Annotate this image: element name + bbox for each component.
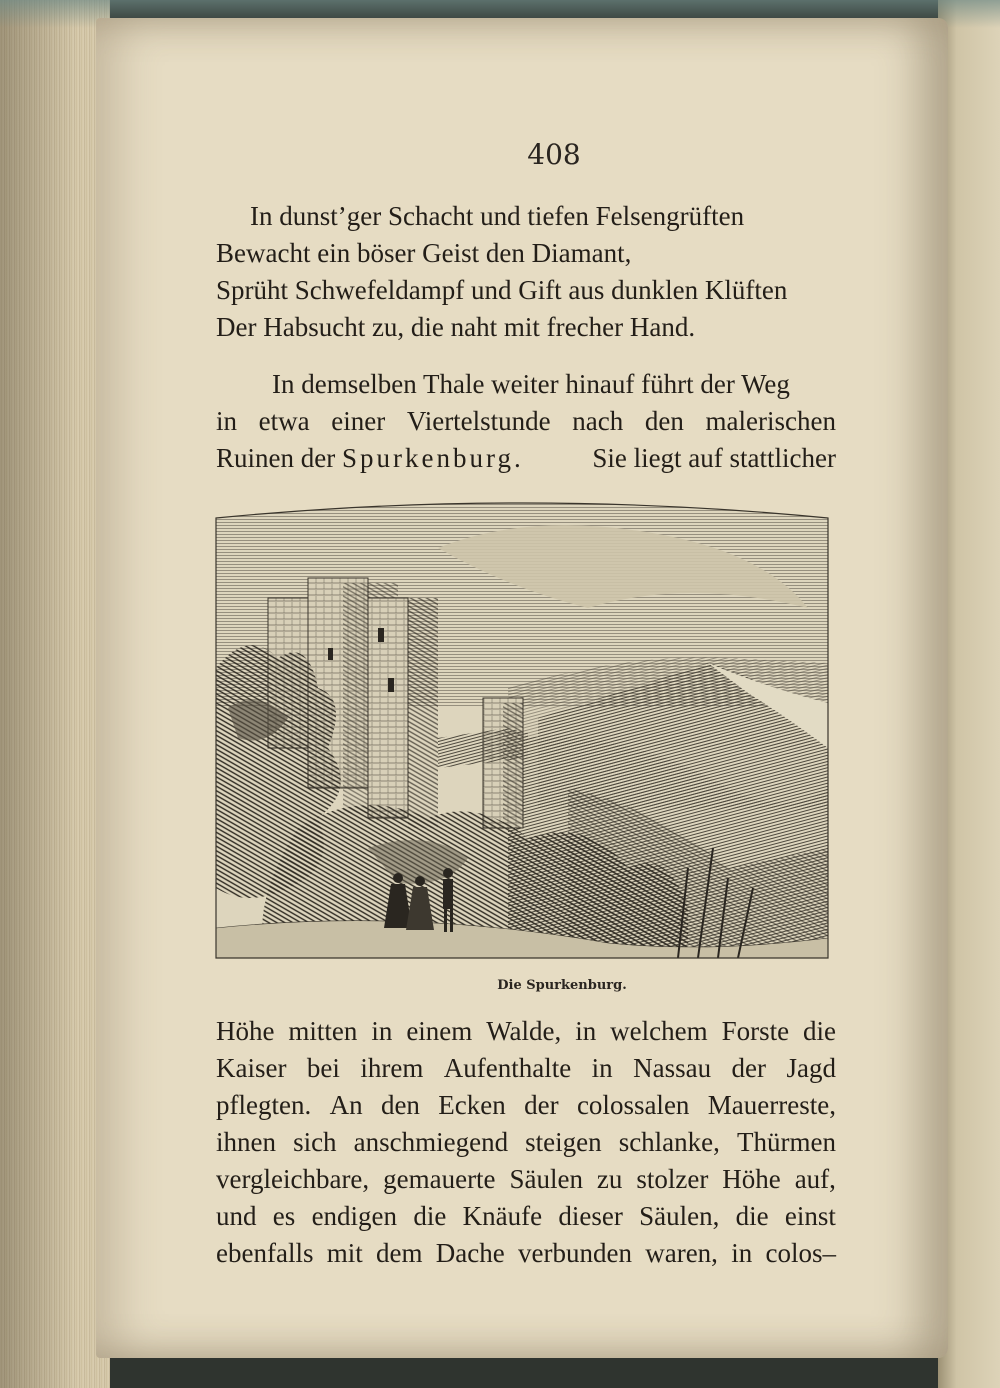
verse-line: In dunst’ger Schacht und tiefen Felsengrüften [250, 201, 745, 231]
text-segment: Ruinen der [216, 443, 342, 473]
word: auf, [794, 1164, 836, 1194]
word: in [371, 1016, 393, 1046]
word: ebenfalls [216, 1238, 314, 1268]
word: mitten [288, 1016, 358, 1046]
word: Jagd [786, 1053, 836, 1083]
word: schlanke, [618, 1127, 720, 1157]
word: Nassau [633, 1053, 712, 1083]
word: Dache [435, 1238, 505, 1268]
word: Aufenthalte [443, 1053, 572, 1083]
text-line [216, 1198, 836, 1235]
word: der [731, 1053, 767, 1083]
word: in [591, 1053, 613, 1083]
text-segment: Sie liegt auf stattlicher [592, 443, 836, 473]
word: die [413, 1201, 447, 1231]
verse-line: Bewacht ein böser Geist den Diamant, [216, 238, 632, 268]
word: sich [293, 1127, 337, 1157]
word: einst [784, 1201, 836, 1231]
engraving-illustration [208, 488, 836, 968]
word: Knäufe [462, 1201, 543, 1231]
word: nach [572, 406, 624, 436]
word: in [731, 1238, 753, 1268]
page-edges [0, 0, 110, 1388]
word: die [803, 1016, 836, 1046]
word: Mauerreste, [707, 1090, 836, 1120]
word: Thürmen [736, 1127, 836, 1157]
word: ihnen [216, 1127, 276, 1157]
word: mit [326, 1238, 363, 1268]
text-line [216, 1161, 836, 1198]
word: steigen [525, 1127, 602, 1157]
verse-line: Sprüht Schwefeldampf und Gift aus dunklen Klüften [216, 275, 788, 305]
word: dem [376, 1238, 423, 1268]
text-line [216, 440, 836, 477]
text-line: In demselben Thale weiter hinauf führt der Weg [272, 369, 790, 399]
word: Ecken [438, 1090, 506, 1120]
word: endigen [311, 1201, 398, 1231]
word: und [216, 1201, 257, 1231]
word: der [524, 1090, 559, 1120]
word: zu [596, 1164, 623, 1194]
verse-block [216, 198, 836, 346]
word: dieser [558, 1201, 623, 1231]
text-line [216, 403, 836, 440]
word: es [272, 1201, 296, 1231]
paragraph-1 [216, 366, 836, 477]
word: Viertelstunde [406, 406, 551, 436]
word: den [644, 406, 684, 436]
text-line [216, 1087, 836, 1124]
word: pflegten. [216, 1090, 312, 1120]
page-number: 408 [527, 138, 581, 171]
word: Höhe [216, 1016, 275, 1046]
word: einer [331, 406, 386, 436]
word: ihrem [360, 1053, 424, 1083]
word: Säulen [509, 1164, 583, 1194]
word: stolzer [636, 1164, 709, 1194]
word: Säulen, [639, 1201, 720, 1231]
word: in [575, 1016, 597, 1046]
word: Kaiser [216, 1053, 287, 1083]
word: gemauerte [383, 1164, 496, 1194]
word: einem [406, 1016, 473, 1046]
word: in [216, 406, 238, 436]
word: bei [306, 1053, 340, 1083]
word: Höhe [722, 1164, 781, 1194]
word: An [329, 1090, 363, 1120]
word: Forste [721, 1016, 790, 1046]
word: vergleichbare, [216, 1164, 370, 1194]
text-line [216, 1235, 836, 1272]
text-line [216, 1050, 836, 1087]
word: verbunden [517, 1238, 632, 1268]
spurkenburg-engraving [208, 488, 836, 968]
word: den [380, 1090, 420, 1120]
verse-line: Der Habsucht zu, die naht mit frecher Hand. [216, 312, 696, 342]
word: colossalen [576, 1090, 690, 1120]
text-line [216, 1124, 836, 1161]
paragraph-2 [216, 1013, 836, 1272]
word: die [735, 1201, 769, 1231]
word: waren, [645, 1238, 718, 1268]
figure-caption: Die Spurkenburg. [497, 978, 627, 993]
place-name: Spurkenburg. [341, 443, 524, 473]
word: welchem [610, 1016, 708, 1046]
word: Walde, [486, 1016, 562, 1046]
word: anschmiegend [353, 1127, 509, 1157]
book-page [96, 18, 948, 1358]
text-line [216, 1013, 836, 1050]
word: colos– [765, 1238, 836, 1268]
word: etwa [258, 406, 310, 436]
word: malerischen [705, 406, 836, 436]
